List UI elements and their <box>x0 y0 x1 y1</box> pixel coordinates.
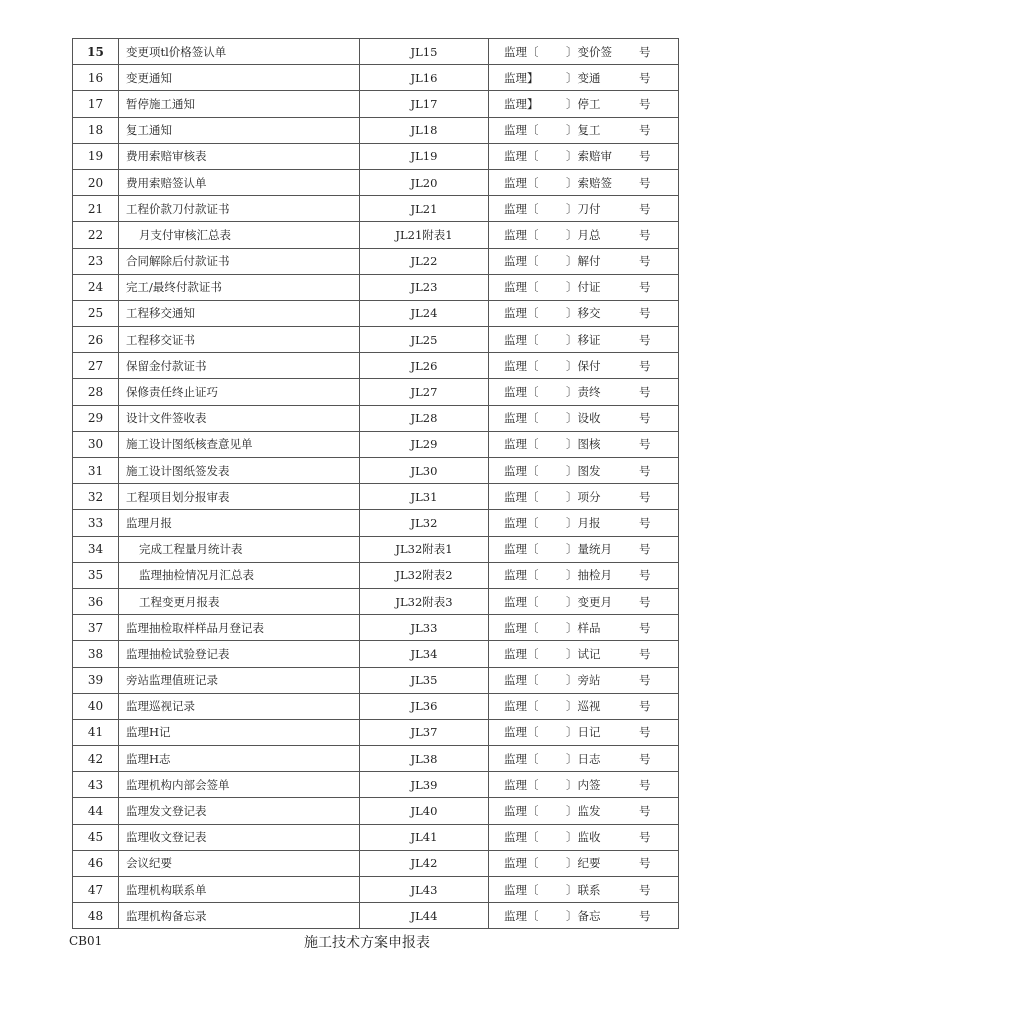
table-row <box>73 484 679 510</box>
table-row <box>73 327 679 353</box>
form-name: 工程变更月报表 <box>119 588 360 614</box>
number-format-p2: 〕变价签 <box>566 44 612 59</box>
form-name: 监理机构内部会签单 <box>119 772 360 798</box>
number-format-p1: 监理〔 <box>504 463 539 478</box>
number-format-p3: 号 <box>639 385 651 400</box>
document-number-format <box>489 536 679 562</box>
table-row <box>73 641 679 667</box>
number-format-p2: 〕日记 <box>566 725 601 740</box>
number-format-p3: 号 <box>639 646 651 661</box>
form-code: JL34 <box>360 641 489 667</box>
document-number-format <box>489 222 679 248</box>
table-row <box>73 824 679 850</box>
form-code: JL16 <box>360 65 489 91</box>
document-number-format <box>489 274 679 300</box>
number-format-p3: 号 <box>639 280 651 295</box>
document-number-format <box>489 484 679 510</box>
row-number: 15 <box>73 39 119 65</box>
form-name: 监理抽检情况月汇总表 <box>119 562 360 588</box>
document-number-format <box>489 588 679 614</box>
number-format-p2: 〕联系 <box>566 882 601 897</box>
number-format-p3: 号 <box>639 489 651 504</box>
form-code: JL18 <box>360 117 489 143</box>
number-format-p3: 号 <box>639 620 651 635</box>
form-name: 变更通知 <box>119 65 360 91</box>
form-name: 暂停施工通知 <box>119 91 360 117</box>
number-format-p3: 号 <box>639 568 651 583</box>
row-number: 17 <box>73 91 119 117</box>
number-format-p1: 监理〔 <box>504 830 539 845</box>
form-code: JL44 <box>360 903 489 929</box>
document-number-format <box>489 641 679 667</box>
number-format-p3: 号 <box>639 777 651 792</box>
form-name: 监理发文登记表 <box>119 798 360 824</box>
number-format-p3: 号 <box>639 149 651 164</box>
form-name: 监理机构联系单 <box>119 877 360 903</box>
number-format-p2: 〕备忘 <box>566 908 601 923</box>
number-format-p3: 号 <box>639 70 651 85</box>
number-format-p3: 号 <box>639 254 651 269</box>
number-format-p1: 监理〔 <box>504 751 539 766</box>
document-number-format <box>489 379 679 405</box>
number-format-p3: 号 <box>639 463 651 478</box>
number-format-p1: 监理〔 <box>504 280 539 295</box>
form-name: 变更项tl价格签认单 <box>119 39 360 65</box>
form-name: 会议纪要 <box>119 850 360 876</box>
number-format-p3: 号 <box>639 699 651 714</box>
form-code: JL20 <box>360 169 489 195</box>
form-code: JL23 <box>360 274 489 300</box>
document-number-format <box>489 877 679 903</box>
table-row <box>73 274 679 300</box>
number-format-p3: 号 <box>639 594 651 609</box>
number-format-p1: 监理〔 <box>504 201 539 216</box>
number-format-p2: 〕旁站 <box>566 673 601 688</box>
number-format-p1: 监理〔 <box>504 515 539 530</box>
document-number-format <box>489 353 679 379</box>
form-name: 工程价款刀付款证书 <box>119 196 360 222</box>
form-name: 工程移交证书 <box>119 327 360 353</box>
number-format-p3: 号 <box>639 201 651 216</box>
form-code: JL27 <box>360 379 489 405</box>
number-format-p2: 〕付证 <box>566 280 601 295</box>
form-list-body <box>73 39 679 929</box>
table-row <box>73 588 679 614</box>
footer-form-title: 施工技术方案申报表 <box>304 935 430 951</box>
table-row <box>73 196 679 222</box>
row-number: 45 <box>73 824 119 850</box>
row-number: 34 <box>73 536 119 562</box>
row-number: 18 <box>73 117 119 143</box>
number-format-p1: 监理〔 <box>504 699 539 714</box>
table-row <box>73 562 679 588</box>
row-number: 24 <box>73 274 119 300</box>
form-list-table <box>72 38 679 929</box>
number-format-p2: 〕图发 <box>566 463 601 478</box>
number-format-p2: 〕责终 <box>566 385 601 400</box>
table-row <box>73 222 679 248</box>
form-code: JL40 <box>360 798 489 824</box>
document-number-format <box>489 746 679 772</box>
form-code: JL36 <box>360 693 489 719</box>
form-name: 复工通知 <box>119 117 360 143</box>
row-number: 20 <box>73 169 119 195</box>
form-name: 工程项目划分报审表 <box>119 484 360 510</box>
form-name: 完成工程量月统计表 <box>119 536 360 562</box>
form-code: JL22 <box>360 248 489 274</box>
document-number-format <box>489 850 679 876</box>
row-number: 36 <box>73 588 119 614</box>
table-row <box>73 510 679 536</box>
document-number-format <box>489 772 679 798</box>
number-format-p2: 〕变通 <box>566 70 601 85</box>
document-number-format <box>489 327 679 353</box>
row-number: 46 <box>73 850 119 876</box>
number-format-p3: 号 <box>639 673 651 688</box>
table-row <box>73 300 679 326</box>
number-format-p2: 〕试记 <box>566 646 601 661</box>
document-number-format <box>489 300 679 326</box>
table-row <box>73 379 679 405</box>
number-format-p1: 监理〔 <box>504 385 539 400</box>
number-format-p2: 〕巡视 <box>566 699 601 714</box>
row-number: 19 <box>73 143 119 169</box>
number-format-p2: 〕内签 <box>566 777 601 792</box>
number-format-p2: 〕图核 <box>566 437 601 452</box>
form-code: JL42 <box>360 850 489 876</box>
form-name: 费用索赔签认单 <box>119 169 360 195</box>
number-format-p1: 监理〔 <box>504 856 539 871</box>
document-number-format <box>489 719 679 745</box>
number-format-p1: 监理〔 <box>504 44 539 59</box>
table-row <box>73 169 679 195</box>
row-number: 47 <box>73 877 119 903</box>
table-row <box>73 798 679 824</box>
number-format-p3: 号 <box>639 751 651 766</box>
document-number-format <box>489 458 679 484</box>
row-number: 27 <box>73 353 119 379</box>
form-code: JL32附表3 <box>360 588 489 614</box>
document-number-format <box>489 510 679 536</box>
row-number: 41 <box>73 719 119 745</box>
number-format-p1: 监理〔 <box>504 673 539 688</box>
table-row <box>73 719 679 745</box>
document-number-format <box>489 798 679 824</box>
number-format-p3: 号 <box>639 804 651 819</box>
row-number: 22 <box>73 222 119 248</box>
table-row <box>73 405 679 431</box>
table-row <box>73 850 679 876</box>
number-format-p3: 号 <box>639 542 651 557</box>
document-number-format <box>489 903 679 929</box>
form-name: 监理抽检试验登记表 <box>119 641 360 667</box>
number-format-p3: 号 <box>639 227 651 242</box>
number-format-p2: 〕停工 <box>566 96 601 111</box>
form-code: JL38 <box>360 746 489 772</box>
number-format-p3: 号 <box>639 175 651 190</box>
number-format-p2: 〕日志 <box>566 751 601 766</box>
form-name: 工程移交通知 <box>119 300 360 326</box>
row-number: 43 <box>73 772 119 798</box>
number-format-p3: 号 <box>639 882 651 897</box>
form-name: 月支付审核汇总表 <box>119 222 360 248</box>
row-number: 48 <box>73 903 119 929</box>
document-number-format <box>489 562 679 588</box>
form-name: 监理巡视记录 <box>119 693 360 719</box>
form-name: 合同解除后付款证书 <box>119 248 360 274</box>
table-row <box>73 772 679 798</box>
number-format-p3: 号 <box>639 44 651 59</box>
number-format-p1: 监理】 <box>504 96 539 111</box>
form-name: 旁站监理值班记录 <box>119 667 360 693</box>
number-format-p3: 号 <box>639 725 651 740</box>
document-number-format <box>489 615 679 641</box>
number-format-p2: 〕量统月 <box>566 542 612 557</box>
row-number: 37 <box>73 615 119 641</box>
form-code: JL19 <box>360 143 489 169</box>
form-name: 施工设计图纸核查意见单 <box>119 431 360 457</box>
number-format-p2: 〕月报 <box>566 515 601 530</box>
number-format-p3: 号 <box>639 123 651 138</box>
form-name: 完工/最终付款证书 <box>119 274 360 300</box>
table-row <box>73 65 679 91</box>
number-format-p2: 〕索赔签 <box>566 175 612 190</box>
row-number: 16 <box>73 65 119 91</box>
number-format-p2: 〕设收 <box>566 411 601 426</box>
form-name: 监理机构备忘录 <box>119 903 360 929</box>
table-row <box>73 458 679 484</box>
number-format-p1: 监理〔 <box>504 568 539 583</box>
form-name: 费用索赔审核表 <box>119 143 360 169</box>
table-row <box>73 615 679 641</box>
number-format-p2: 〕移交 <box>566 306 601 321</box>
form-name: 保修责任终止证巧 <box>119 379 360 405</box>
number-format-p1: 监理〔 <box>504 804 539 819</box>
form-code: JL24 <box>360 300 489 326</box>
number-format-p1: 监理〔 <box>504 620 539 635</box>
number-format-p2: 〕项分 <box>566 489 601 504</box>
form-code: JL21 <box>360 196 489 222</box>
number-format-p2: 〕监发 <box>566 804 601 819</box>
number-format-p3: 号 <box>639 96 651 111</box>
form-code: JL37 <box>360 719 489 745</box>
form-name: 监理抽检取样样品月登记表 <box>119 615 360 641</box>
table-row <box>73 431 679 457</box>
table-row <box>73 746 679 772</box>
document-number-format <box>489 65 679 91</box>
document-number-format <box>489 117 679 143</box>
row-number: 42 <box>73 746 119 772</box>
table-row <box>73 143 679 169</box>
number-format-p1: 监理〔 <box>504 227 539 242</box>
number-format-p1: 监理〔 <box>504 489 539 504</box>
table-row <box>73 903 679 929</box>
form-code: JL21附表1 <box>360 222 489 248</box>
number-format-p1: 监理〔 <box>504 882 539 897</box>
row-number: 29 <box>73 405 119 431</box>
form-name: 监理收文登记表 <box>119 824 360 850</box>
number-format-p3: 号 <box>639 411 651 426</box>
table-row <box>73 91 679 117</box>
table-row <box>73 117 679 143</box>
number-format-p2: 〕抽检月 <box>566 568 612 583</box>
document-number-format <box>489 824 679 850</box>
number-format-p1: 监理〔 <box>504 411 539 426</box>
table-row <box>73 39 679 65</box>
number-format-p2: 〕月总 <box>566 227 601 242</box>
table-row <box>73 693 679 719</box>
document-number-format <box>489 196 679 222</box>
number-format-p3: 号 <box>639 437 651 452</box>
row-number: 44 <box>73 798 119 824</box>
form-code: JL28 <box>360 405 489 431</box>
table-row <box>73 248 679 274</box>
number-format-p3: 号 <box>639 358 651 373</box>
form-name: 施工设计图纸签发表 <box>119 458 360 484</box>
number-format-p1: 监理〔 <box>504 254 539 269</box>
number-format-p1: 监理〔 <box>504 175 539 190</box>
document-number-format <box>489 405 679 431</box>
table-row <box>73 877 679 903</box>
number-format-p3: 号 <box>639 306 651 321</box>
number-format-p2: 〕样品 <box>566 620 601 635</box>
row-number: 28 <box>73 379 119 405</box>
number-format-p1: 监理〔 <box>504 358 539 373</box>
document-number-format <box>489 248 679 274</box>
form-code: JL29 <box>360 431 489 457</box>
number-format-p2: 〕复工 <box>566 123 601 138</box>
number-format-p2: 〕移证 <box>566 332 601 347</box>
row-number: 33 <box>73 510 119 536</box>
number-format-p1: 监理〔 <box>504 777 539 792</box>
number-format-p1: 监理〔 <box>504 725 539 740</box>
form-code: JL25 <box>360 327 489 353</box>
form-code: JL32附表1 <box>360 536 489 562</box>
form-code: JL31 <box>360 484 489 510</box>
form-code: JL33 <box>360 615 489 641</box>
form-code: JL26 <box>360 353 489 379</box>
document-number-format <box>489 693 679 719</box>
document-number-format <box>489 143 679 169</box>
number-format-p2: 〕变更月 <box>566 594 612 609</box>
number-format-p3: 号 <box>639 332 651 347</box>
number-format-p1: 监理〔 <box>504 437 539 452</box>
number-format-p3: 号 <box>639 856 651 871</box>
number-format-p1: 监理〔 <box>504 646 539 661</box>
form-code: JL32 <box>360 510 489 536</box>
table-row <box>73 353 679 379</box>
number-format-p3: 号 <box>639 908 651 923</box>
form-code: JL43 <box>360 877 489 903</box>
number-format-p2: 〕纪要 <box>566 856 601 871</box>
form-name: 监理月报 <box>119 510 360 536</box>
form-name: 监理H志 <box>119 746 360 772</box>
row-number: 31 <box>73 458 119 484</box>
form-code: JL39 <box>360 772 489 798</box>
row-number: 35 <box>73 562 119 588</box>
form-list-sheet <box>72 38 667 929</box>
form-name: 设计文件签收表 <box>119 405 360 431</box>
row-number: 25 <box>73 300 119 326</box>
number-format-p1: 监理〔 <box>504 542 539 557</box>
number-format-p1: 监理〔 <box>504 594 539 609</box>
form-code: JL17 <box>360 91 489 117</box>
number-format-p2: 〕保付 <box>566 358 601 373</box>
document-number-format <box>489 39 679 65</box>
form-code: JL41 <box>360 824 489 850</box>
number-format-p2: 〕解付 <box>566 254 601 269</box>
row-number: 23 <box>73 248 119 274</box>
row-number: 30 <box>73 431 119 457</box>
form-name: 监理H记 <box>119 719 360 745</box>
number-format-p1: 监理〔 <box>504 332 539 347</box>
document-number-format <box>489 91 679 117</box>
number-format-p1: 监理〔 <box>504 123 539 138</box>
form-code: JL35 <box>360 667 489 693</box>
row-number: 39 <box>73 667 119 693</box>
number-format-p3: 号 <box>639 515 651 530</box>
row-number: 32 <box>73 484 119 510</box>
table-row <box>73 667 679 693</box>
row-number: 40 <box>73 693 119 719</box>
number-format-p2: 〕刀付 <box>566 201 601 216</box>
form-name: 保留金付款证书 <box>119 353 360 379</box>
document-number-format <box>489 667 679 693</box>
number-format-p2: 〕监收 <box>566 830 601 845</box>
row-number: 26 <box>73 327 119 353</box>
number-format-p3: 号 <box>639 830 651 845</box>
document-number-format <box>489 169 679 195</box>
table-row <box>73 536 679 562</box>
footer-form-code: CB01 <box>69 934 103 948</box>
number-format-p1: 监理〔 <box>504 149 539 164</box>
number-format-p1: 监理〔 <box>504 908 539 923</box>
number-format-p1: 监理】 <box>504 70 539 85</box>
row-number: 38 <box>73 641 119 667</box>
row-number: 21 <box>73 196 119 222</box>
number-format-p2: 〕索赔审 <box>566 149 612 164</box>
document-number-format <box>489 431 679 457</box>
form-code: JL30 <box>360 458 489 484</box>
number-format-p1: 监理〔 <box>504 306 539 321</box>
form-code: JL15 <box>360 39 489 65</box>
form-code: JL32附表2 <box>360 562 489 588</box>
